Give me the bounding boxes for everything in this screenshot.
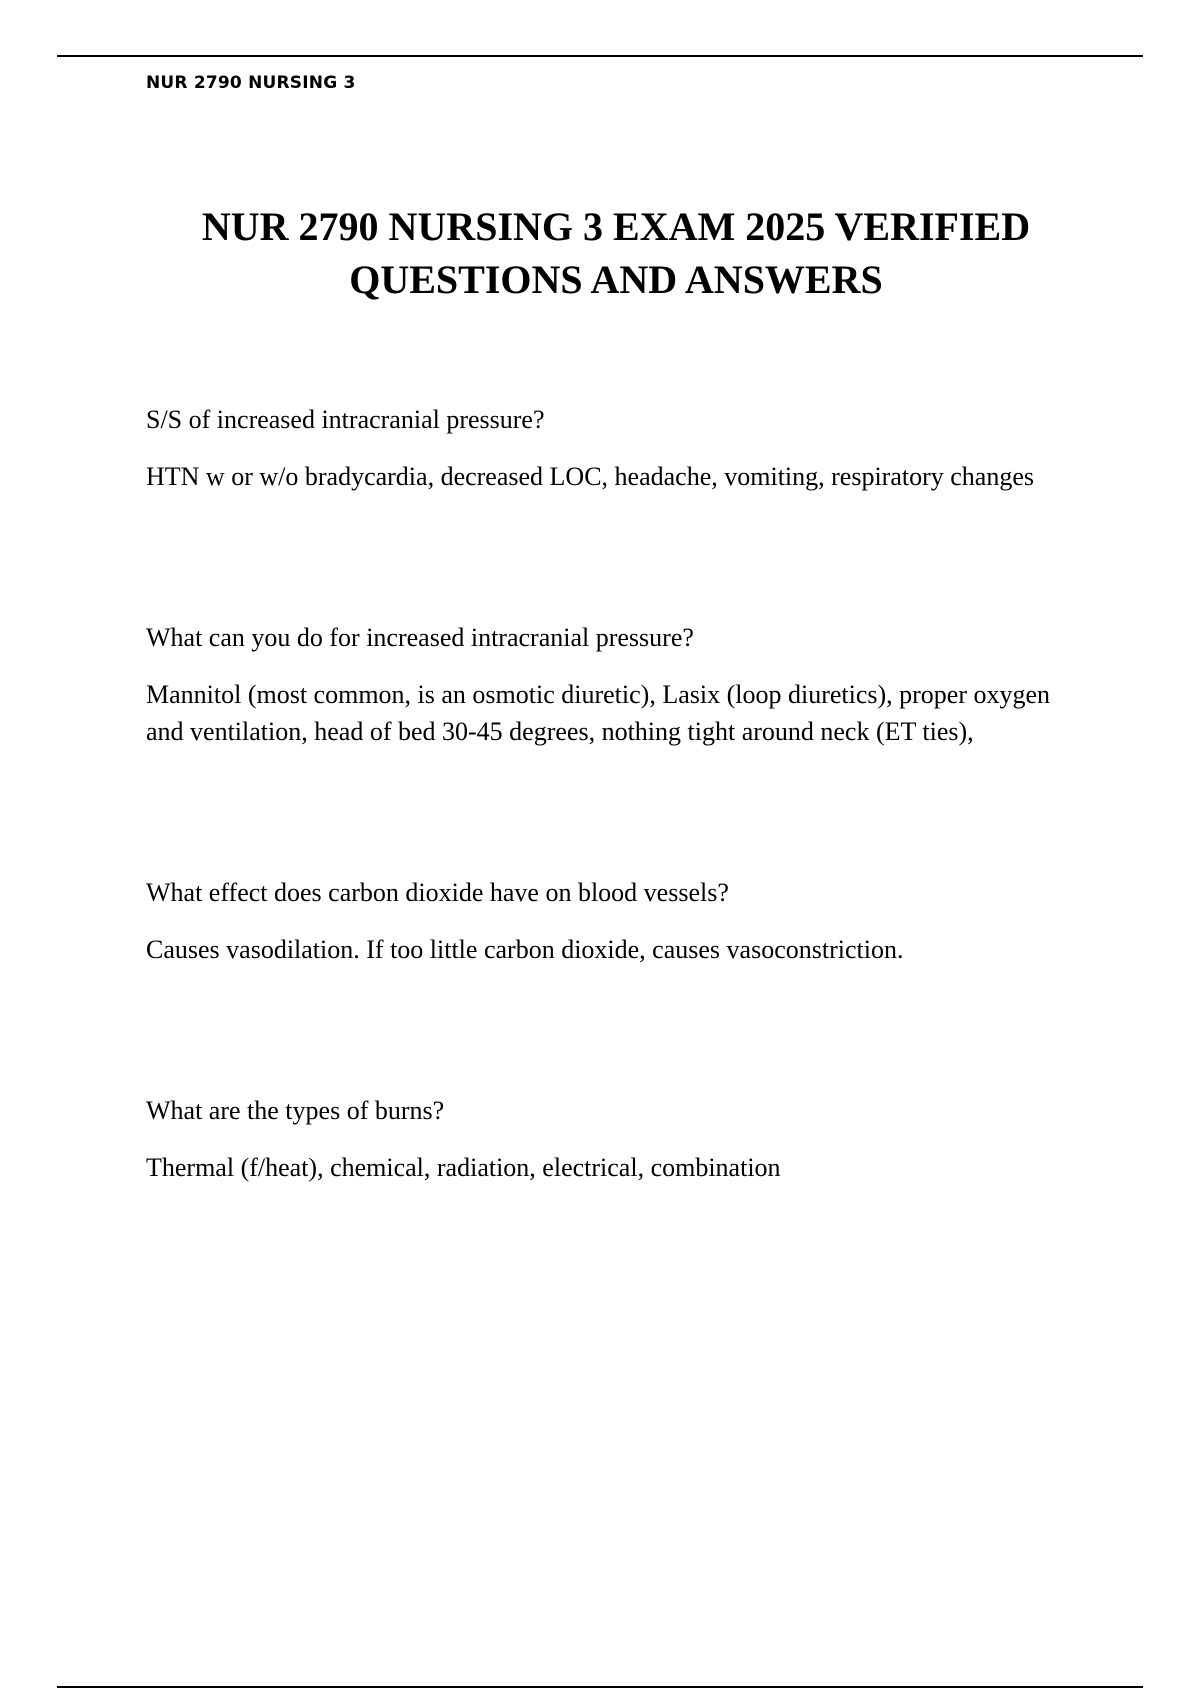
header-divider: [57, 55, 1143, 57]
qa-item: [146, 619, 1086, 750]
footer-divider: [57, 1686, 1143, 1688]
answer-text: Causes vasodilation. If too little carbon dioxide, causes vasoconstriction.: [146, 935, 904, 964]
answer-text: HTN w or w/o bradycardia, decreased LOC, headache, vomiting, respiratory changes: [146, 462, 1034, 491]
qa-list: [146, 401, 1086, 1186]
answer-text: Thermal (f/heat), chemical, radiation, electrical, combination: [146, 1153, 781, 1182]
question-text: S/S of increased intracranial pressure?: [146, 405, 545, 434]
question-text: What can you do for increased intracranial pressure?: [146, 623, 694, 652]
document-title: NUR 2790 NURSING 3 EXAM 2025 VERIFIED QUESTIONS AND ANSWERS: [201, 204, 1031, 302]
question-text: What effect does carbon dioxide have on blood vessels?: [146, 878, 729, 907]
qa-item: [146, 1092, 1086, 1186]
running-header: NUR 2790 NURSING 3: [146, 73, 356, 93]
qa-item: [146, 401, 1086, 495]
qa-item: [146, 874, 1086, 968]
answer-text: Mannitol (most common, is an osmotic diuretic), Lasix (loop diuretics), proper oxygen and ventilation, head of bed 30-45 degrees, nothing tight around neck (ET ties),: [146, 680, 1051, 746]
question-text: What are the types of burns?: [146, 1096, 445, 1125]
